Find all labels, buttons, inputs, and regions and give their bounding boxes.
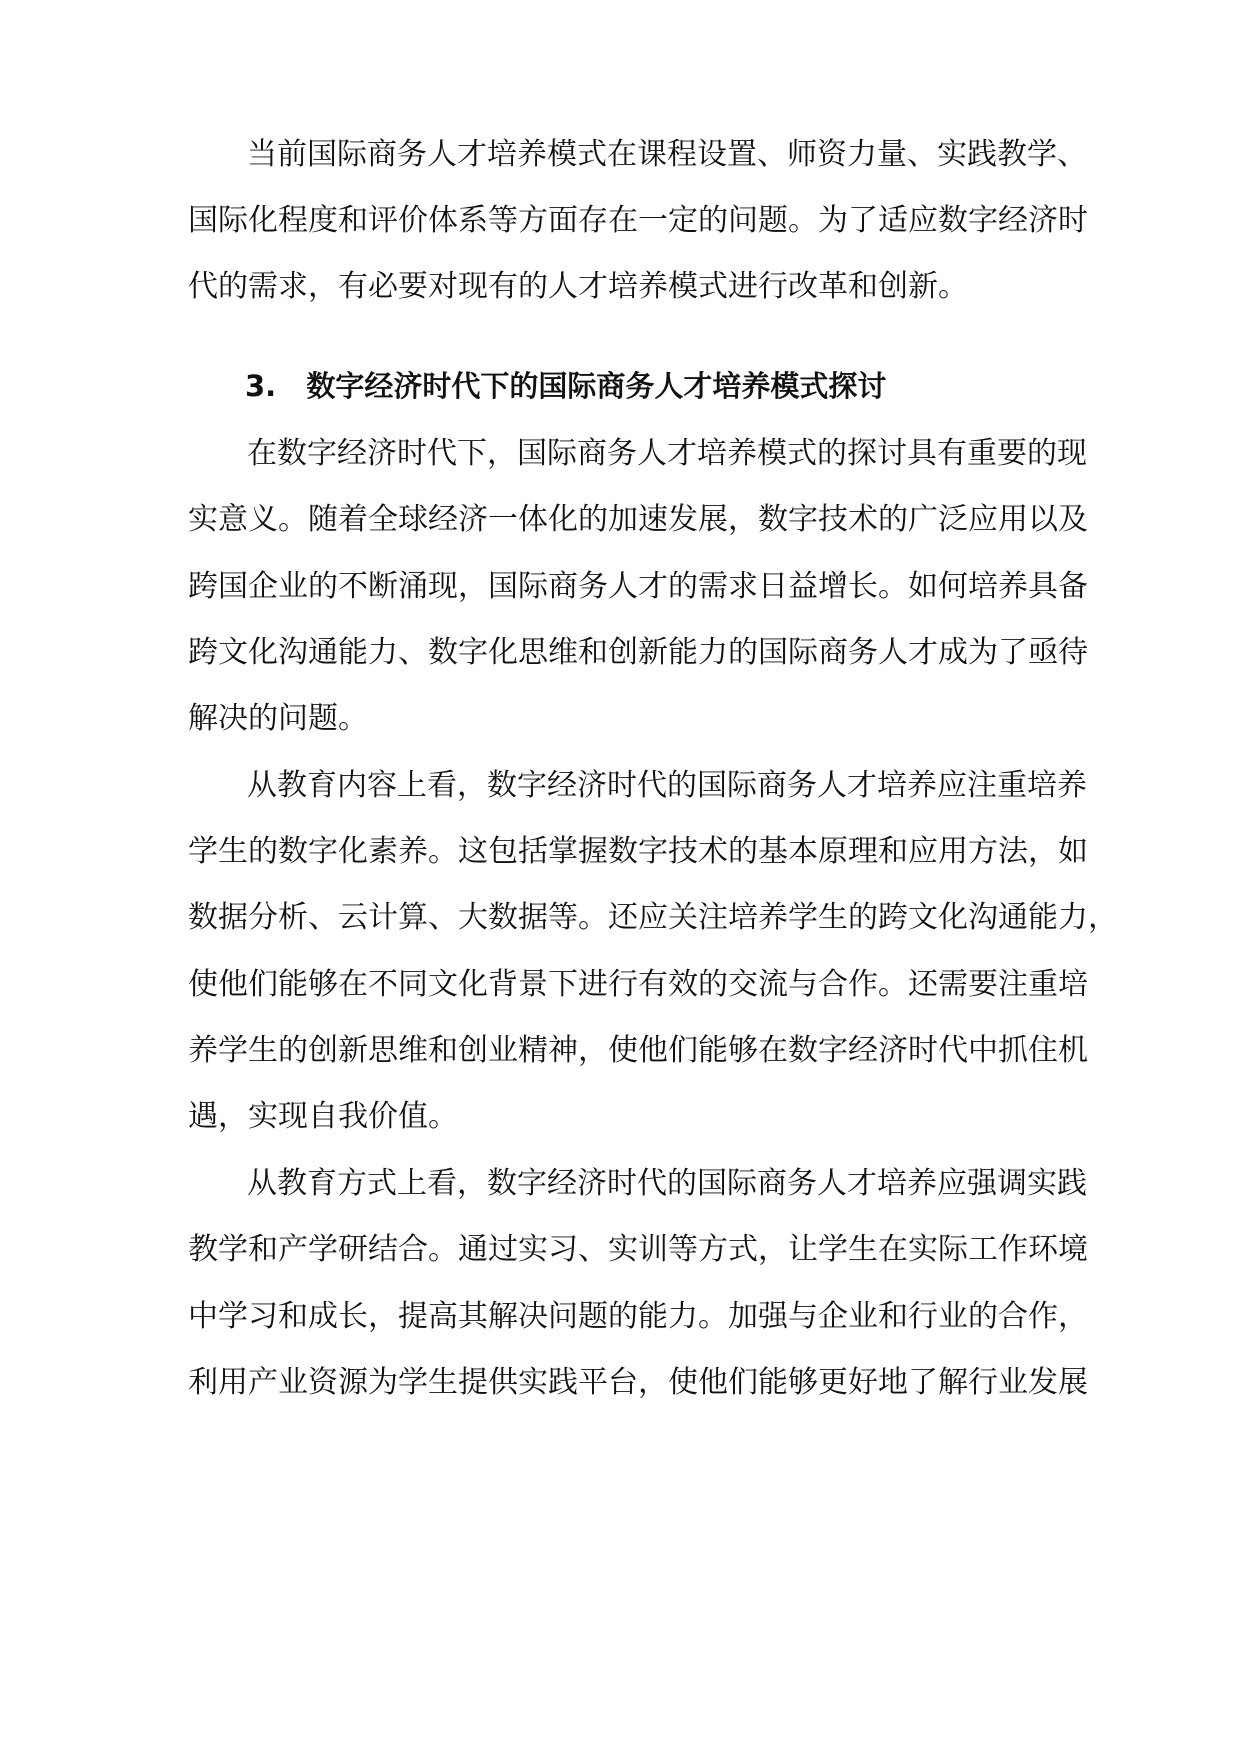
paragraph-line: 从教育方式上看，数字经济时代的国际商务人才培养应强调实践: [247, 1166, 1087, 1201]
paragraph-line: 在数字经济时代下，国际商务人才培养模式的探讨具有重要的现: [247, 436, 1087, 471]
paragraph-line: 实意义。随着全球经济一体化的加速发展，数字技术的广泛应用以及: [188, 502, 1088, 537]
section-title: 数字经济时代下的国际商务人才培养模式探讨: [306, 369, 887, 403]
paragraph-line: 当前国际商务人才培养模式在课程设置、师资力量、实践教学、: [247, 137, 1087, 172]
section-heading: [245, 366, 886, 406]
paragraph-line: 利用产业资源为学生提供实践平台，使他们能够更好地了解行业发展: [188, 1365, 1088, 1400]
paragraph-line: 数据分析、云计算、大数据等。还应关注培养学生的跨文化沟通能力，: [188, 900, 1118, 935]
paragraph-line: 从教育内容上看，数字经济时代的国际商务人才培养应注重培养: [247, 768, 1087, 803]
paragraph-line: 跨国企业的不断涌现，国际商务人才的需求日益增长。如何培养具备: [188, 569, 1088, 604]
paragraph-line: 养学生的创新思维和创业精神，使他们能够在数字经济时代中抓住机: [188, 1033, 1088, 1068]
paragraph-line: 跨文化沟通能力、数字化思维和创新能力的国际商务人才成为了亟待: [188, 635, 1088, 670]
paragraph-line: 国际化程度和评价体系等方面存在一定的问题。为了适应数字经济时: [188, 203, 1088, 238]
paragraph-line: 代的需求，有必要对现有的人才培养模式进行改革和创新。: [188, 269, 968, 304]
section-number: 3.: [245, 369, 277, 403]
paragraph-line: 学生的数字化素养。这包括掌握数字技术的基本原理和应用方法，如: [188, 834, 1088, 869]
paragraph-line: 解决的问题。: [188, 701, 368, 736]
paragraph-line: 教学和产学研结合。通过实习、实训等方式，让学生在实际工作环境: [188, 1232, 1088, 1267]
paragraph-line: 使他们能够在不同文化背景下进行有效的交流与合作。还需要注重培: [188, 967, 1088, 1002]
paragraph-line: 中学习和成长，提高其解决问题的能力。加强与企业和行业的合作，: [188, 1299, 1088, 1334]
paragraph-line: 遇，实现自我价值。: [188, 1099, 458, 1134]
